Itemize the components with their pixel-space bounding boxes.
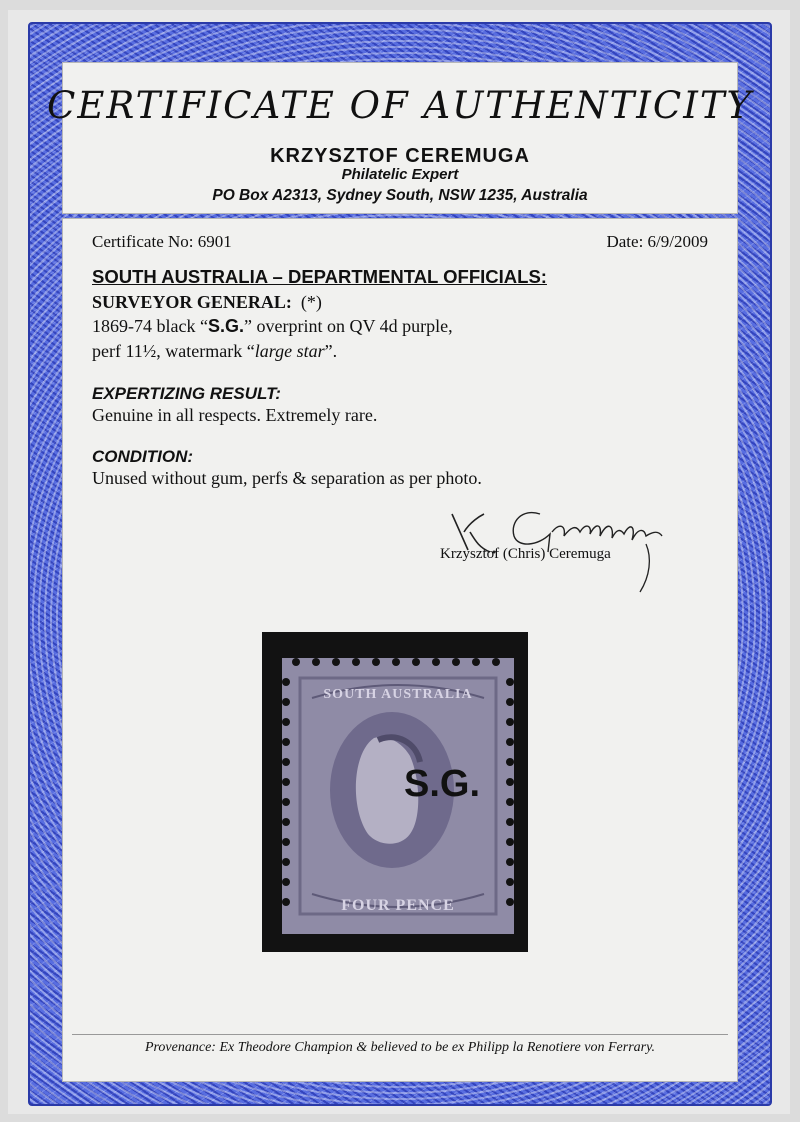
stamp-overprint: S.G. — [403, 763, 481, 805]
overprint-text: S.G. — [207, 316, 244, 336]
certificate-number: Certificate No: 6901 — [92, 232, 232, 251]
stamp-image — [282, 658, 514, 934]
certificate-date: Date: 6/9/2009 — [606, 232, 708, 251]
condition-label: CONDITION: — [92, 447, 194, 466]
provenance-text: Provenance: Ex Theodore Champion & believed to be ex Philipp la Renotiere von Ferrary. — [144, 1040, 656, 1055]
result-text: Genuine in all respects. Extremely rare. — [92, 405, 378, 425]
stamp-top-text: SOUTH AUSTRALIA — [323, 687, 473, 702]
expert-address: PO Box A2313, Sydney South, NSW 1235, Australia — [212, 187, 588, 204]
expert-role: Philatelic Expert — [341, 166, 459, 183]
description-text-c: perf 11½, watermark “ — [92, 341, 255, 361]
certificate-title: CERTIFICATE OF AUTHENTICITY — [47, 84, 753, 127]
subheading: SURVEYOR GENERAL: — [92, 292, 292, 312]
expert-name: KRZYSZTOF CEREMUGA — [270, 145, 530, 167]
subheading-line — [92, 292, 322, 313]
signature-name: Krzysztof (Chris) Ceremuga — [440, 546, 611, 562]
section-heading: SOUTH AUSTRALIA – DEPARTMENTAL OFFICIALS: — [92, 266, 547, 287]
description-text-d: ”. — [324, 341, 338, 361]
description-text-a: 1869-74 black “ — [92, 316, 208, 336]
condition-text: Unused without gum, perfs & separation as per photo. — [92, 468, 482, 488]
description-line-2 — [92, 341, 337, 362]
result-label: EXPERTIZING RESULT: — [92, 384, 281, 403]
stamp-bottom-text: FOUR PENCE — [341, 897, 455, 914]
description-text-b: ” overprint on QV 4d purple, — [243, 316, 453, 336]
subheading-note: (*) — [300, 292, 322, 312]
description-line-1 — [92, 316, 453, 337]
provenance-divider — [72, 1034, 728, 1035]
watermark-text: large star — [254, 341, 325, 361]
